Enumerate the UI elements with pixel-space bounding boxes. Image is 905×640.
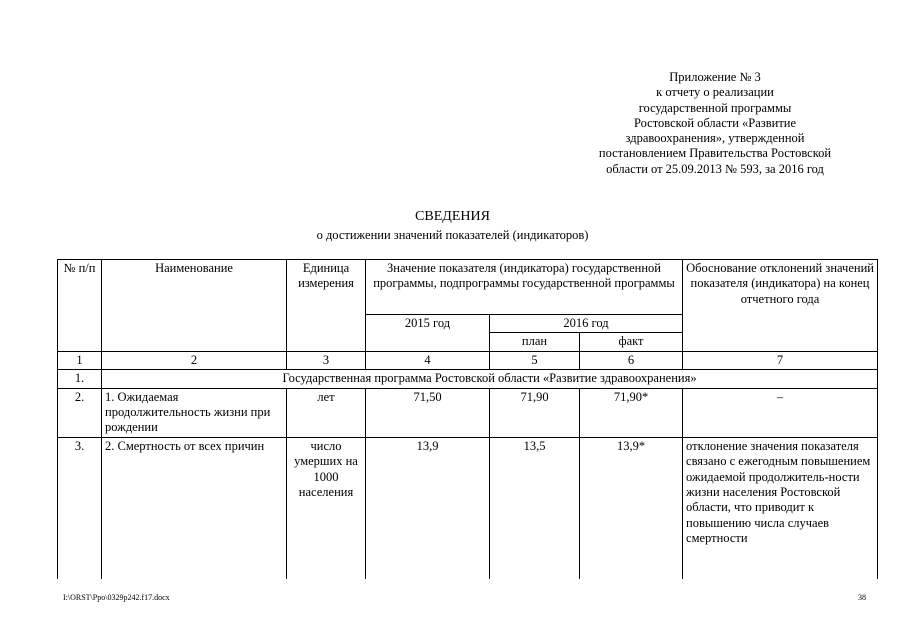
column-number: 2 <box>102 351 287 369</box>
row-unit: лет <box>287 388 366 437</box>
row-name: 1. Ожидаемая продолжительность жизни при рождении <box>102 388 287 437</box>
column-number: 6 <box>580 351 683 369</box>
appendix-line: области от 25.09.2013 № 593, за 2016 год <box>606 161 824 176</box>
column-number: 1 <box>58 351 102 369</box>
header-value: Значение показателя (индикатора) государственной программы, подпрограммы государственной программы <box>366 260 683 315</box>
header-name: Наименование <box>102 260 287 352</box>
appendix-line: государственной программы <box>638 100 792 115</box>
appendix-line: к отчету о реализации <box>656 85 774 100</box>
indicators-table <box>57 259 878 579</box>
table-row <box>58 388 878 437</box>
appendix-line: здравоохранения», утвержденной <box>625 131 805 146</box>
header-justification: Обоснование отклонений значений показателя (индикатора) на конец отчетного года <box>683 260 878 352</box>
appendix-block <box>565 70 865 177</box>
column-number: 3 <box>287 351 366 369</box>
column-number: 7 <box>683 351 878 369</box>
table-row <box>58 437 878 579</box>
row-justification: отклонение значения показателя связано с ежегодным повышением ожидаемой продолжитель-ности жизни населения Ростовской области, что приводит к повышению числа случаев смертности <box>683 437 878 579</box>
program-row <box>58 370 878 388</box>
header-2016: 2016 год <box>490 315 683 333</box>
row-2015-value: 71,50 <box>366 388 490 437</box>
header-plan: план <box>490 333 580 351</box>
header-num: № п/п <box>58 260 102 352</box>
row-fact-value: 71,90* <box>580 388 683 437</box>
row-plan-value: 13,5 <box>490 437 580 579</box>
column-numbers-row <box>58 351 878 369</box>
appendix-line: Приложение № 3 <box>669 70 761 84</box>
header-2015: 2015 год <box>366 315 490 352</box>
row-num: 2. <box>58 388 102 437</box>
program-row-text: Государственная программа Ростовской области «Развитие здравоохранения» <box>102 370 878 388</box>
row-justification: – <box>683 388 878 437</box>
page-number: 38 <box>858 593 866 602</box>
document-subtitle: о достижении значений показателей (индикаторов) <box>316 228 589 242</box>
row-plan-value: 71,90 <box>490 388 580 437</box>
footer-file-path: I:\ORST\Ppo\0329p242.f17.docx <box>63 593 170 602</box>
row-fact-value: 13,9* <box>580 437 683 579</box>
appendix-line: постановлением Правительства Ростовской <box>598 146 832 161</box>
program-row-num: 1. <box>58 370 102 388</box>
header-unit: Единица измерения <box>287 260 366 352</box>
header-fact: факт <box>580 333 683 351</box>
row-unit: число умерших на 1000 населения <box>287 437 366 579</box>
column-number: 4 <box>366 351 490 369</box>
document-title: СВЕДЕНИЯ <box>415 209 490 224</box>
column-number: 5 <box>490 351 580 369</box>
appendix-line: Ростовской области «Развитие <box>633 115 797 130</box>
row-num: 3. <box>58 437 102 579</box>
row-name: 2. Смертность от всех причин <box>102 437 287 579</box>
row-2015-value: 13,9 <box>366 437 490 579</box>
